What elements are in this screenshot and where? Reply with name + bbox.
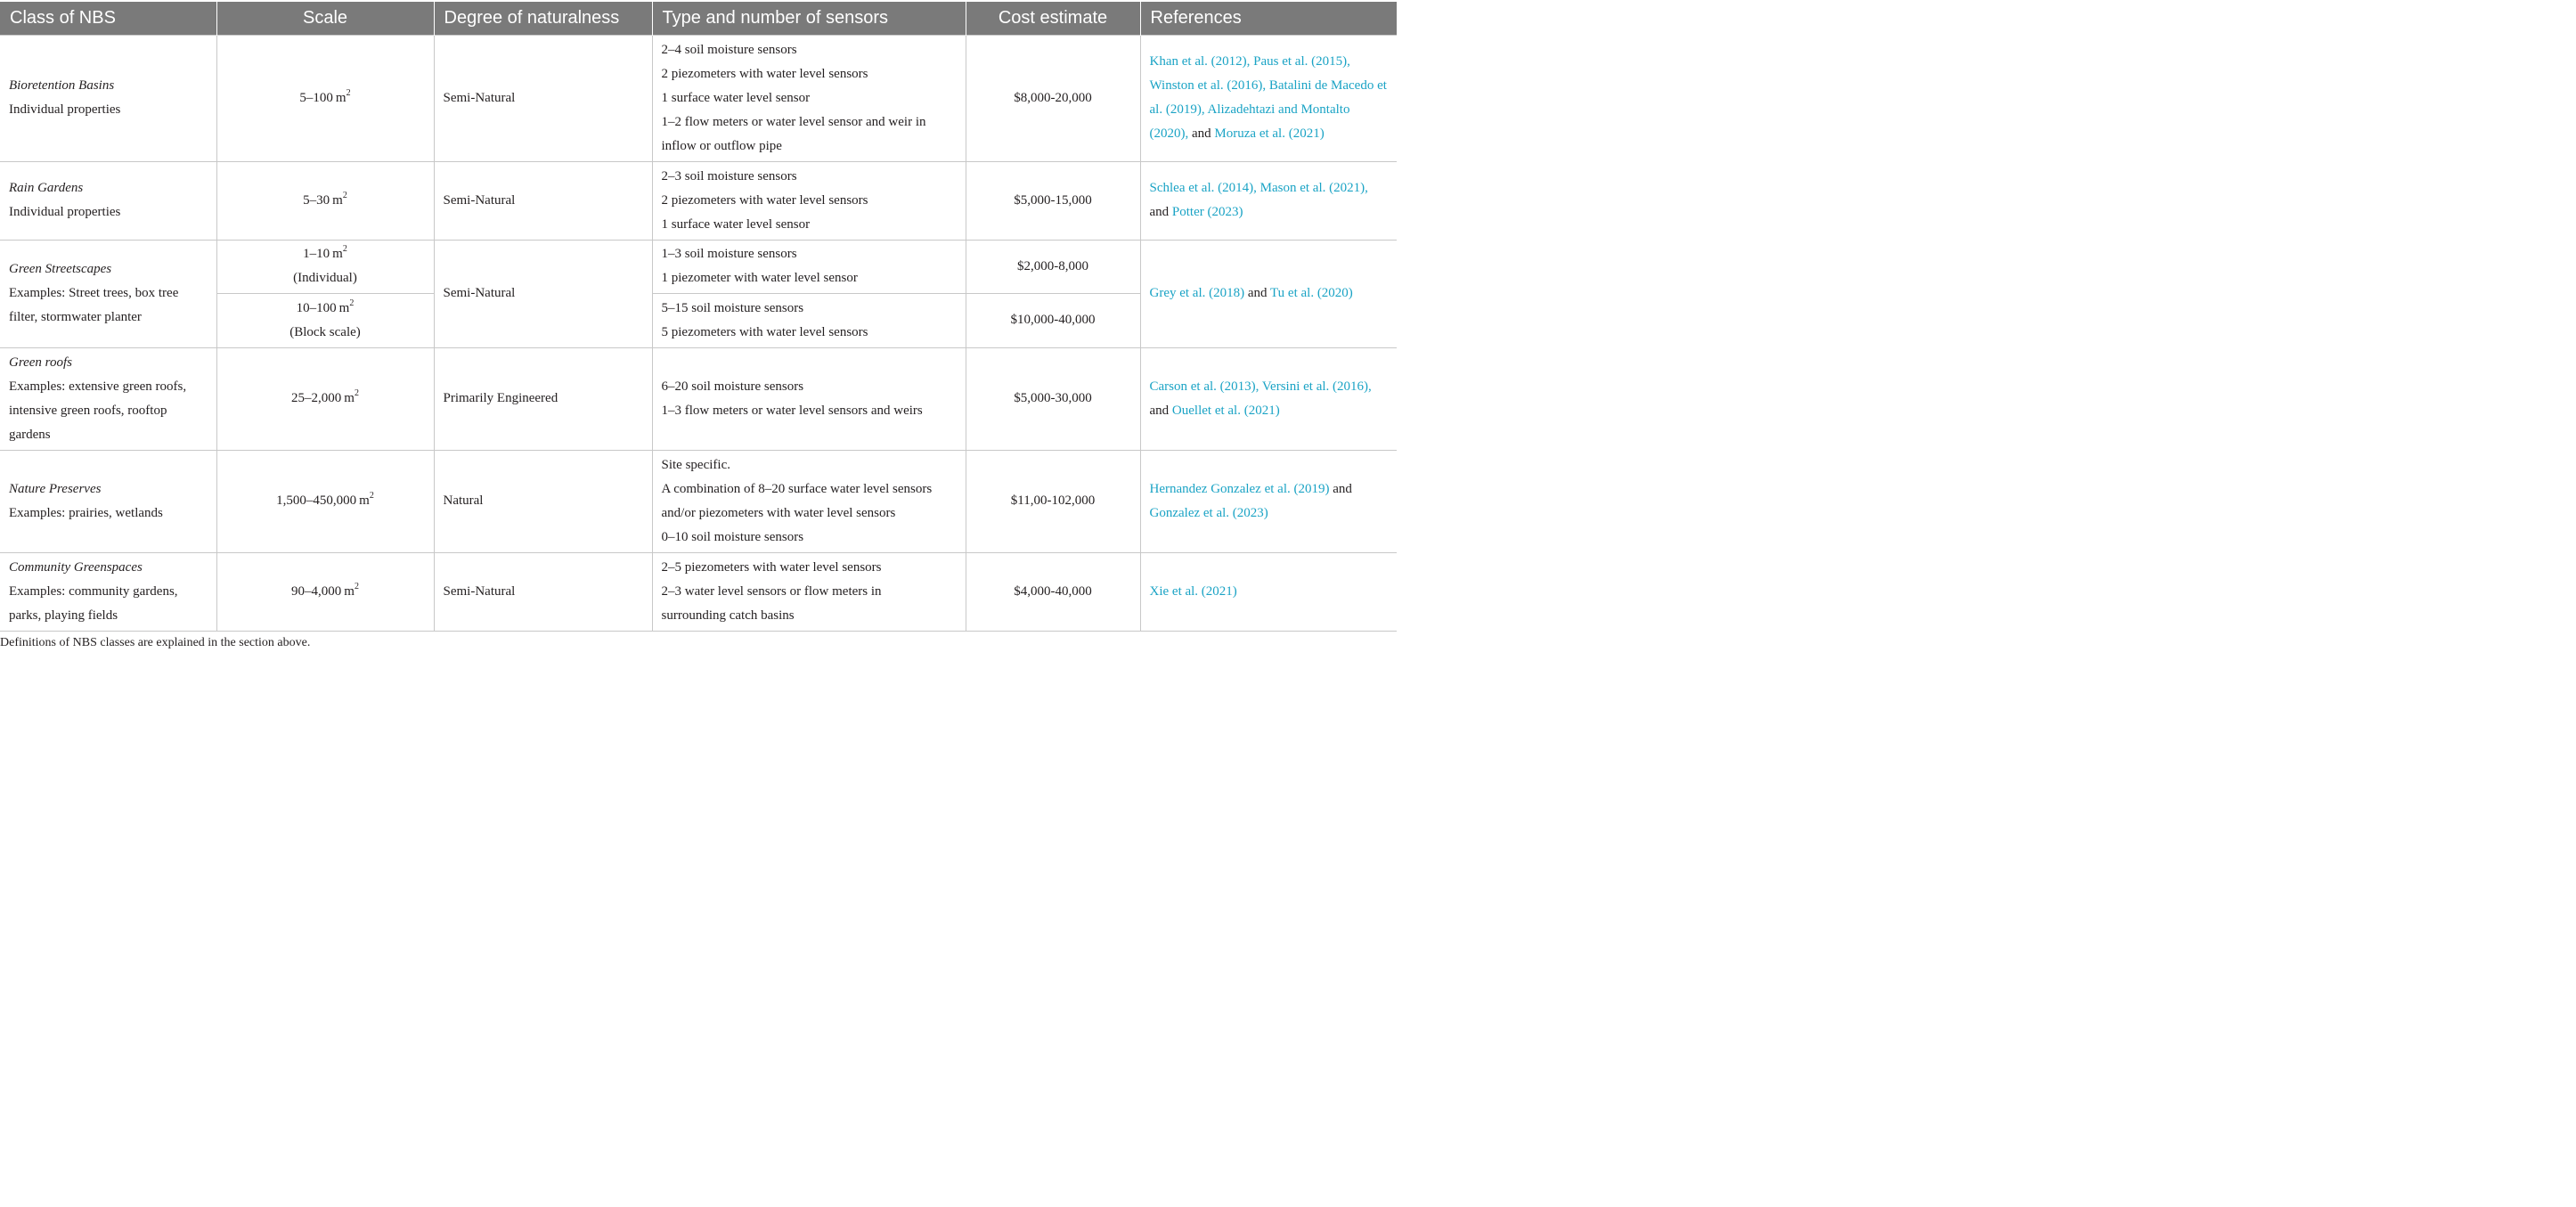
- scale-value: [226, 489, 425, 513]
- scale-unit-exponent: 2: [354, 581, 359, 591]
- sensor-line: Site specific.: [661, 457, 730, 472]
- sensors-cell: [652, 450, 966, 552]
- class-cell: [0, 552, 216, 631]
- reference-link[interactable]: Alizadehtazi and Montalto (2020),: [1149, 102, 1350, 141]
- header-naturalness: Degree of naturalness: [434, 2, 652, 35]
- class-name: Community Greenspaces: [9, 559, 143, 575]
- scale-range: 1–10: [303, 247, 333, 261]
- scale-unit: m: [344, 583, 355, 599]
- sensors-cell: [652, 293, 966, 347]
- scale-unit: m: [344, 391, 355, 405]
- header-row: [0, 2, 1397, 35]
- scale-value: [226, 387, 425, 411]
- reference-link[interactable]: Versini et al. (2016),: [1261, 379, 1372, 394]
- sensor-line: inflow or outflow pipe: [661, 138, 782, 153]
- reference-link[interactable]: Carson et al. (2013),: [1149, 379, 1259, 394]
- scale-unit: m: [338, 300, 350, 315]
- class-detail: Examples: Street trees, box tree filter, stormwater planter: [9, 286, 179, 324]
- sensor-line: A combination of 8–20 surface water level sensors: [661, 481, 933, 496]
- scale-value: [226, 189, 425, 213]
- class-cell: [0, 347, 216, 450]
- reference-separator: and: [1188, 126, 1215, 141]
- header-references: References: [1140, 2, 1397, 35]
- naturalness-cell: Semi-Natural: [434, 161, 652, 240]
- scale-unit: m: [335, 90, 346, 105]
- reference-link[interactable]: Winston et al. (2016),: [1149, 78, 1267, 93]
- references-cell: [1140, 450, 1397, 552]
- cost-cell: $2,000-8,000: [966, 240, 1140, 293]
- scale-range: 25–2,000: [291, 391, 345, 405]
- scale-value: [226, 86, 425, 110]
- class-detail: Examples: prairies, wetlands: [9, 505, 163, 520]
- class-name: Rain Gardens: [9, 181, 84, 195]
- sensor-line: 2–5 piezometers with water level sensors: [661, 559, 882, 575]
- sensor-line: 1 surface water level sensor: [661, 216, 811, 232]
- naturalness-cell: Semi-Natural: [434, 552, 652, 631]
- class-cell: [0, 35, 216, 161]
- reference-link[interactable]: Grey et al. (2018): [1149, 286, 1245, 300]
- scale-note: (Block scale): [289, 324, 361, 339]
- references-cell: [1140, 240, 1397, 347]
- cost-cell: $5,000-30,000: [966, 347, 1140, 450]
- nbs-sensor-table: [0, 2, 1397, 632]
- sensors-cell: [652, 552, 966, 631]
- table-body: [0, 35, 1397, 631]
- sensor-line: and/or piezometers with water level sensors: [661, 505, 896, 520]
- sensor-line: 0–10 soil moisture sensors: [661, 529, 804, 544]
- references-cell: [1140, 552, 1397, 631]
- class-detail: Examples: extensive green roofs, intensive green roofs, rooftop gardens: [9, 379, 187, 442]
- sensors-cell: [652, 35, 966, 161]
- scale-unit: m: [332, 192, 343, 208]
- reference-link[interactable]: Gonzalez et al. (2023): [1149, 505, 1268, 520]
- scale-unit-exponent: 2: [369, 491, 374, 501]
- class-detail: Individual properties: [9, 205, 121, 219]
- scale-unit-exponent: 2: [354, 388, 359, 398]
- sensor-line: 2–3 soil moisture sensors: [661, 168, 797, 183]
- cost-cell: $5,000-15,000: [966, 161, 1140, 240]
- scale-cell: [216, 450, 434, 552]
- scale-range: 1,500–450,000: [276, 493, 360, 508]
- sensor-line: 1–3 soil moisture sensors: [661, 247, 797, 261]
- class-detail: Examples: community gardens, parks, playing fields: [9, 583, 178, 623]
- header-cost: Cost estimate: [966, 2, 1140, 35]
- scale-cell: [216, 347, 434, 450]
- reference-link[interactable]: Schlea et al. (2014),: [1149, 181, 1257, 195]
- scale-note: (Individual): [293, 271, 357, 285]
- class-name: Green Streetscapes: [9, 262, 112, 276]
- reference-link[interactable]: Batalini de Macedo et al. (2019),: [1149, 78, 1387, 117]
- sensor-line: 6–20 soil moisture sensors: [661, 379, 804, 394]
- table-footnote: Definitions of NBS classes are explained in the section above.: [0, 636, 311, 649]
- sensor-line: 2–3 water level sensors or flow meters in: [661, 583, 882, 599]
- scale-unit-exponent: 2: [342, 190, 347, 200]
- naturalness-cell: Primarily Engineered: [434, 347, 652, 450]
- scale-cell: [216, 240, 434, 293]
- sensor-line: 2 piezometers with water level sensors: [661, 192, 868, 208]
- class-name: Bioretention Basins: [9, 78, 115, 93]
- sensor-line: 2–4 soil moisture sensors: [661, 42, 797, 57]
- reference-link[interactable]: Potter (2023): [1171, 205, 1243, 219]
- scale-unit-exponent: 2: [342, 244, 347, 254]
- reference-link[interactable]: Paus et al. (2015),: [1253, 54, 1350, 69]
- class-name: Green roofs: [9, 355, 72, 370]
- table-row: [0, 161, 1397, 240]
- cost-cell: $11,00-102,000: [966, 450, 1140, 552]
- references-cell: [1140, 161, 1397, 240]
- scale-range: 10–100: [296, 300, 339, 315]
- header-scale: Scale: [216, 2, 434, 35]
- naturalness-cell: Semi-Natural: [434, 240, 652, 347]
- naturalness-cell: Semi-Natural: [434, 35, 652, 161]
- scale-value: [226, 580, 425, 604]
- sensors-cell: [652, 347, 966, 450]
- scale-range: 90–4,000: [291, 583, 345, 599]
- cost-cell: $10,000-40,000: [966, 293, 1140, 347]
- class-name: Nature Preserves: [9, 481, 102, 496]
- naturalness-cell: Natural: [434, 450, 652, 552]
- sensor-line: 2 piezometers with water level sensors: [661, 66, 868, 81]
- table-row: [0, 35, 1397, 161]
- sensor-line: 5–15 soil moisture sensors: [661, 300, 804, 315]
- reference-separator: and: [1149, 205, 1172, 219]
- reference-link[interactable]: Tu et al. (2020): [1270, 286, 1353, 300]
- sensor-line: 1–2 flow meters or water level sensor and weir in: [661, 114, 926, 129]
- table-row: [0, 347, 1397, 450]
- sensor-line: 1–3 flow meters or water level sensors and weirs: [661, 403, 923, 418]
- scale-unit: m: [359, 493, 370, 508]
- reference-link[interactable]: Ouellet et al. (2021): [1171, 403, 1280, 418]
- class-cell: [0, 450, 216, 552]
- reference-link[interactable]: Moruza et al. (2021): [1214, 126, 1325, 141]
- references-cell: [1140, 35, 1397, 161]
- sensors-cell: [652, 161, 966, 240]
- scale-cell: [216, 35, 434, 161]
- sensor-line: 1 surface water level sensor: [661, 90, 811, 105]
- reference-link[interactable]: Xie et al. (2021): [1149, 583, 1237, 599]
- scale-cell: [216, 293, 434, 347]
- scale-value: [226, 242, 425, 266]
- sensor-line: surrounding catch basins: [661, 608, 795, 623]
- class-detail: Individual properties: [9, 102, 121, 117]
- scale-value: [226, 297, 425, 321]
- table-row: [0, 240, 1397, 293]
- header-class: Class of NBS: [0, 2, 216, 35]
- scale-unit-exponent: 2: [349, 298, 355, 308]
- reference-link[interactable]: Hernandez Gonzalez et al. (2019): [1149, 481, 1330, 496]
- header-sensors: Type and number of sensors: [652, 2, 966, 35]
- table-row: [0, 552, 1397, 631]
- cost-cell: $4,000-40,000: [966, 552, 1140, 631]
- cost-cell: $8,000-20,000: [966, 35, 1140, 161]
- table-row: [0, 450, 1397, 552]
- reference-separator: and: [1244, 286, 1271, 300]
- sensors-cell: [652, 240, 966, 293]
- scale-unit-exponent: 2: [346, 87, 351, 98]
- reference-link[interactable]: Mason et al. (2021),: [1259, 181, 1368, 195]
- class-cell: [0, 161, 216, 240]
- reference-separator: and: [1149, 403, 1172, 418]
- scale-cell: [216, 161, 434, 240]
- scale-range: 5–30: [303, 192, 333, 208]
- reference-separator: and: [1329, 481, 1352, 496]
- scale-unit: m: [332, 247, 343, 261]
- sensor-line: 5 piezometers with water level sensors: [661, 324, 868, 339]
- reference-link[interactable]: Khan et al. (2012),: [1149, 54, 1251, 69]
- scale-cell: [216, 552, 434, 631]
- sensor-line: 1 piezometer with water level sensor: [661, 271, 858, 285]
- scale-range: 5–100: [299, 90, 336, 105]
- references-cell: [1140, 347, 1397, 450]
- class-cell: [0, 240, 216, 347]
